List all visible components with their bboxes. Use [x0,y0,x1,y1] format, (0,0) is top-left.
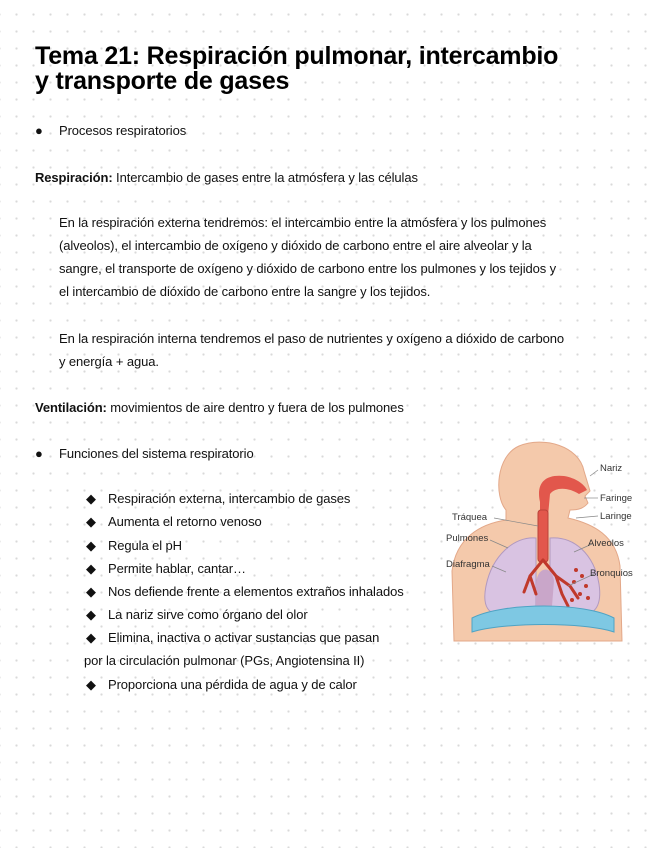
paragraph-line: (alveolos), el intercambio de oxígeno y dióxido de carbono entre el aire alveolar y la [59,238,532,253]
label-nariz: Nariz [600,463,623,474]
bullet-dot: ● [35,123,43,138]
title-line-2: y transporte de gases [35,67,290,95]
list-item: Elimina, inactiva o activar sustancias que pasan [108,630,380,645]
diamond-bullet: ◆ [86,514,96,529]
trachea [538,510,548,562]
label-diafragma: Diafragma [446,559,490,570]
paragraph-line: En la respiración externa tendremos: el intercambio entre la atmósfera y los pulmones [59,215,547,230]
diamond-bullet: ◆ [86,491,96,506]
list-item: Respiración externa, intercambio de gases [108,491,351,506]
respiracion-text: Intercambio de gases entre la atmósfera y las células [112,170,418,185]
ventilacion-definition [35,396,404,419]
paragraph-line: sangre, el transporte de oxígeno y dióxido de carbono entre los pulmones y los tejidos y [59,261,557,276]
ventilacion-text: movimientos de aire dentro y fuera de los pulmones [106,400,404,415]
list-item-continuation: por la circulación pulmonar (PGs, Angiotensina II) [84,653,365,668]
title-line-1: Tema 21: Respiración pulmonar, intercambio [35,42,559,70]
list-item: Proporciona una pérdida de agua y de calor [108,677,357,692]
bullet-procesos: Procesos respiratorios [59,123,187,138]
diamond-bullet: ◆ [86,561,96,576]
bullet-dot: ● [35,446,43,461]
diamond-bullet: ◆ [86,538,96,553]
paragraph-line: En la respiración interna tendremos el paso de nutrientes y oxígeno a dióxido de carbono [59,331,565,346]
list-item: Permite hablar, cantar… [108,561,246,576]
label-pulmones: Pulmones [446,533,489,544]
heart-area [536,570,554,606]
page-title [35,44,635,94]
respiracion-term: Respiración: [35,170,113,185]
paragraph-line: el intercambio de dióxido de carbono entre la sangre y los tejidos. [59,284,431,299]
diamond-bullet: ◆ [86,607,96,622]
list-item: Aumenta el retorno venoso [108,514,262,529]
diamond-bullet: ◆ [86,677,96,692]
paragraph-respiracion-externa [59,211,556,303]
paragraph-respiracion-interna [59,327,564,373]
paragraph-line: y energía + agua. [59,354,159,369]
bullet-funciones: Funciones del sistema respiratorio [59,446,254,461]
respiratory-system-illustration [444,436,636,646]
label-alveolos: Alveolos [588,538,624,549]
label-laringe: Laringe [600,511,632,522]
respiracion-definition [35,166,418,189]
diamond-bullet: ◆ [86,584,96,599]
label-faringe: Faringe [600,493,633,504]
list-item: La nariz sirve como órgano del olor [108,607,308,622]
diamond-bullet: ◆ [86,630,96,645]
label-traquea: Tráquea [452,512,488,523]
list-item: Regula el pH [108,538,182,553]
respiratory-system-figure [444,436,636,646]
ventilacion-term: Ventilación: [35,400,107,415]
label-bronquios: Bronquios [590,568,633,579]
list-item: Nos defiende frente a elementos extraños inhalados [108,584,404,599]
